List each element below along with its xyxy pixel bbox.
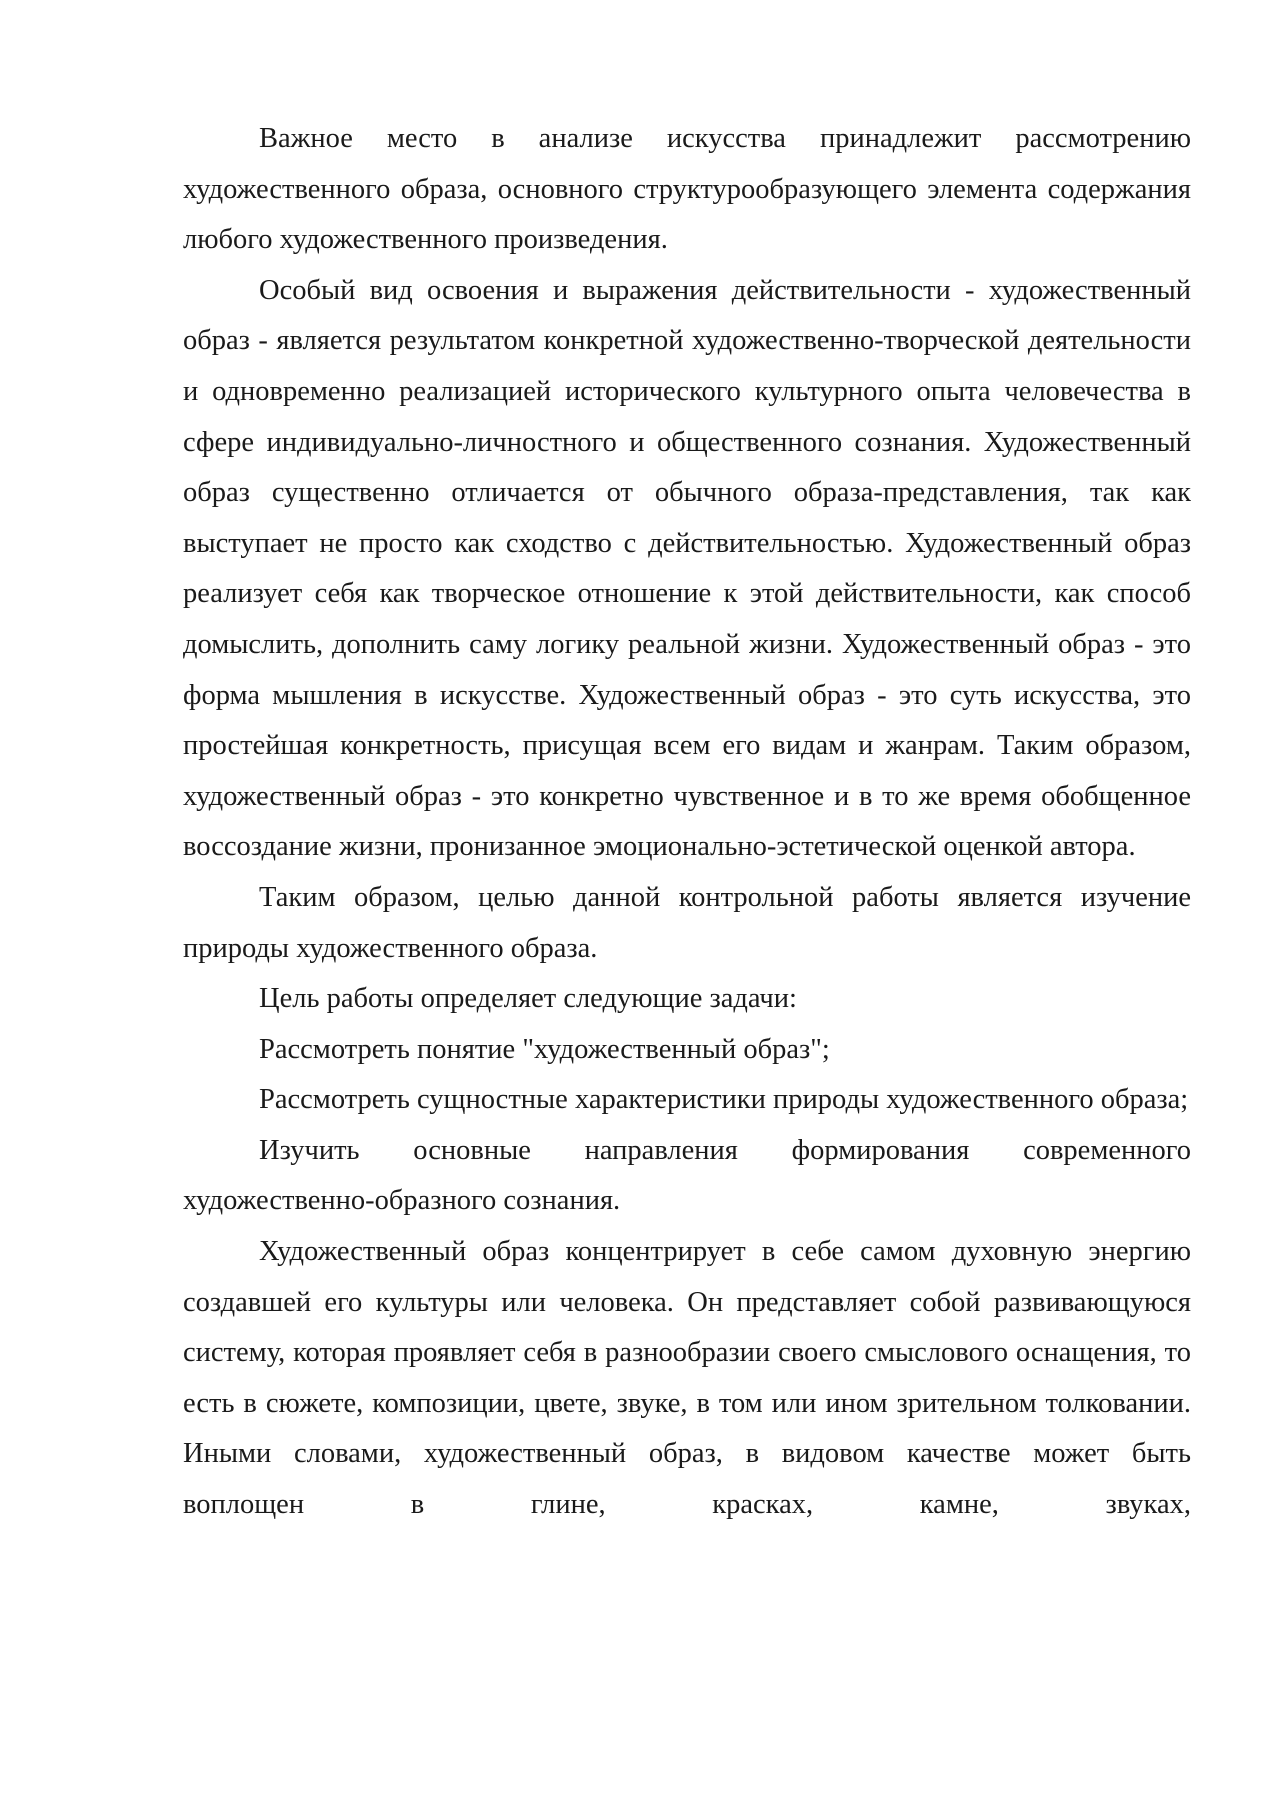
paragraph-task-2: Рассмотреть сущностные характеристики природы художественного образа;: [259, 1084, 1189, 1116]
paragraph-task-1: Рассмотреть понятие "художественный образ";: [259, 1033, 830, 1065]
paragraph-task-3: Изучить основные направления формирования современного художественно-образного сознания.: [183, 1134, 1191, 1217]
paragraph-intro: Важное место в анализе искусства принадлежит рассмотрению художественного образа, основного структурообразующего элемента содержания любого художественного произведения.: [183, 123, 1191, 256]
document-body: [183, 114, 1191, 1531]
paragraph-art-image-definition: Особый вид освоения и выражения действительности - художественный образ - является результатом конкретной художественно-творческой деятельности и одновременно реализацией исторического культурного опыта человечества в сфере индивидуально-личностного и общественного сознания. Художественный образ существенно отличается от обычного образа-представления, так как выступает не просто как сходство с действительностью. Художественный образ реализует себя как творческое отношение к этой действительности, как способ домыслить, дополнить саму логику реальной жизни. Художественный образ - это форма мышления в искусстве. Художественный образ - это суть искусства, это простейшая конкретность, присущая всем его видам и жанрам. Таким образом, художественный образ - это конкретно чувственное и в то же время обобщенное воссоздание жизни, пронизанное эмоционально-эстетической оценкой автора.: [183, 274, 1191, 863]
paragraph-energy: Художественный образ концентрирует в себе самом духовную энергию создавшей его культуры или человека. Он представляет собой развивающуюся систему, которая проявляет себя в разнообразии своего смыслового оснащения, то есть в сюжете, композиции, цвете, звуке, в том или ином зрительном толковании. Иными словами, художественный образ, в видовом качестве может быть воплощен в глине, красках, камне, звуках,: [183, 1236, 1191, 1521]
paragraph-tasks-intro: Цель работы определяет следующие задачи:: [259, 983, 797, 1015]
paragraph-goal: Таким образом, целью данной контрольной работы является изучение природы художественного образа.: [183, 881, 1191, 964]
